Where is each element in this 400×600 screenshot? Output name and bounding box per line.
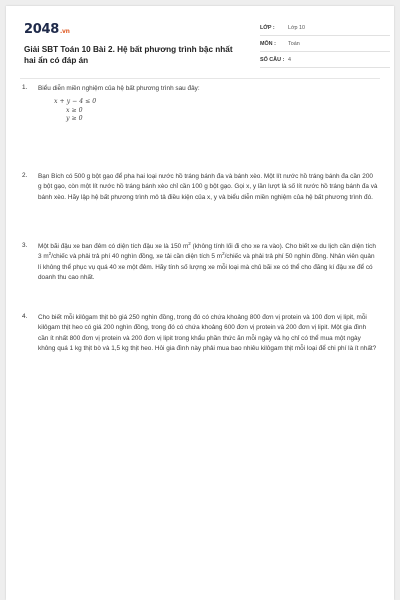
question-text-part: /chiếc và phải trả phí 50 nghìn đồng. Nhân viên quản lí không thể phục vụ quá 40 xe một đêm. Hãy tính số lượng xe mỗi loại mà chủ bãi xe có thể cho đăng kí đậu xe để có doanh thu cao nhất. [38,253,375,281]
question-1 [20,84,378,123]
meta-row-subject [260,36,390,52]
meta-label: LỚP : [260,24,275,31]
inequality: y ≥ 0 [66,114,83,122]
question-4 [20,313,378,354]
superscript: 2 [222,251,225,257]
document-header [20,16,380,76]
meta-value: Toán [288,40,300,47]
header-divider [20,78,380,79]
logo-text: 2048 [24,22,59,37]
superscript: 2 [188,240,191,246]
question-number: 2. [22,172,28,179]
meta-value: 4 [288,56,291,63]
meta-value: Lớp 10 [288,24,306,31]
question-3 [20,242,378,283]
question-text-part: Một bãi đậu xe ban đêm có diện tích đậu xe là 150 m [38,243,189,250]
inequality-system [54,98,378,123]
logo-domain: .vn [59,28,70,35]
question-text-part: (không tính lối đi cho xe ra vào). Cho biết xe du lịch cần diện tích 3 m [38,243,376,261]
question-text [38,242,378,283]
question-text: Biểu diễn miền nghiệm của hệ bất phương trình sau đây: [38,85,200,92]
question-text: Bạn Bích có 500 g bột gạo để pha hai loại nước hồ tráng bánh đa và bánh xèo. Một lít nước hồ tráng bánh đa cần 200 g bột gạo, còn một lít nước hồ tráng bánh xèo chỉ cần 100 g bột gạo. Gọi x, y lần lượt là số lít nước hồ tráng bánh đa và bánh xèo. Hãy lập hệ bất phương trình mô tả điều kiện của x, y và biểu diễn miền nghiệm của hệ bất phương trình đó. [38,173,378,201]
superscript: 2 [48,251,52,257]
meta-label: MÔN : [260,40,276,47]
question-2 [20,172,378,203]
question-text: Cho biết mỗi kilôgam thịt bò giá 250 nghìn đồng, trong đó có chứa khoảng 800 đơn vị protein và 100 đơn vị lipit, mỗi kilôgam thịt heo có giá 200 nghìn đồng, trong đó có chứa khoảng 600 đơn vị protein và 200 đơn vị lipit. Một gia đình cần ít nhất 800 đơn vị protein và 200 đơn vị lipit trong khẩu phần thức ăn mỗi ngày và họ chỉ có thể mua một ngày không quá 1 kg thịt bò và 1,5 kg thịt heo. Hỏi gia đình này phải mua bao nhiêu kilôgam thịt mỗi loại để chi phí là ít nhất? [38,314,377,352]
document-page [6,6,394,600]
inequality: x + y − 4 ≤ 0 [54,98,97,106]
inequality: x ≥ 0 [66,106,83,114]
meta-table [260,20,390,68]
question-text-part: /chiếc và phải trả phí 40 nghìn đồng, xe tải cần diện tích 5 m [51,253,223,261]
meta-row-class [260,20,390,36]
question-number: 4. [22,313,28,320]
meta-row-count [260,52,390,68]
document-title: Giải SBT Toán 10 Bài 2. Hệ bất phương trình bậc nhất hai ẩn có đáp án [24,45,233,65]
question-number: 3. [22,242,28,249]
meta-label: SỐ CÂU : [260,56,285,63]
site-logo[interactable] [24,22,70,37]
question-number: 1. [22,84,28,91]
